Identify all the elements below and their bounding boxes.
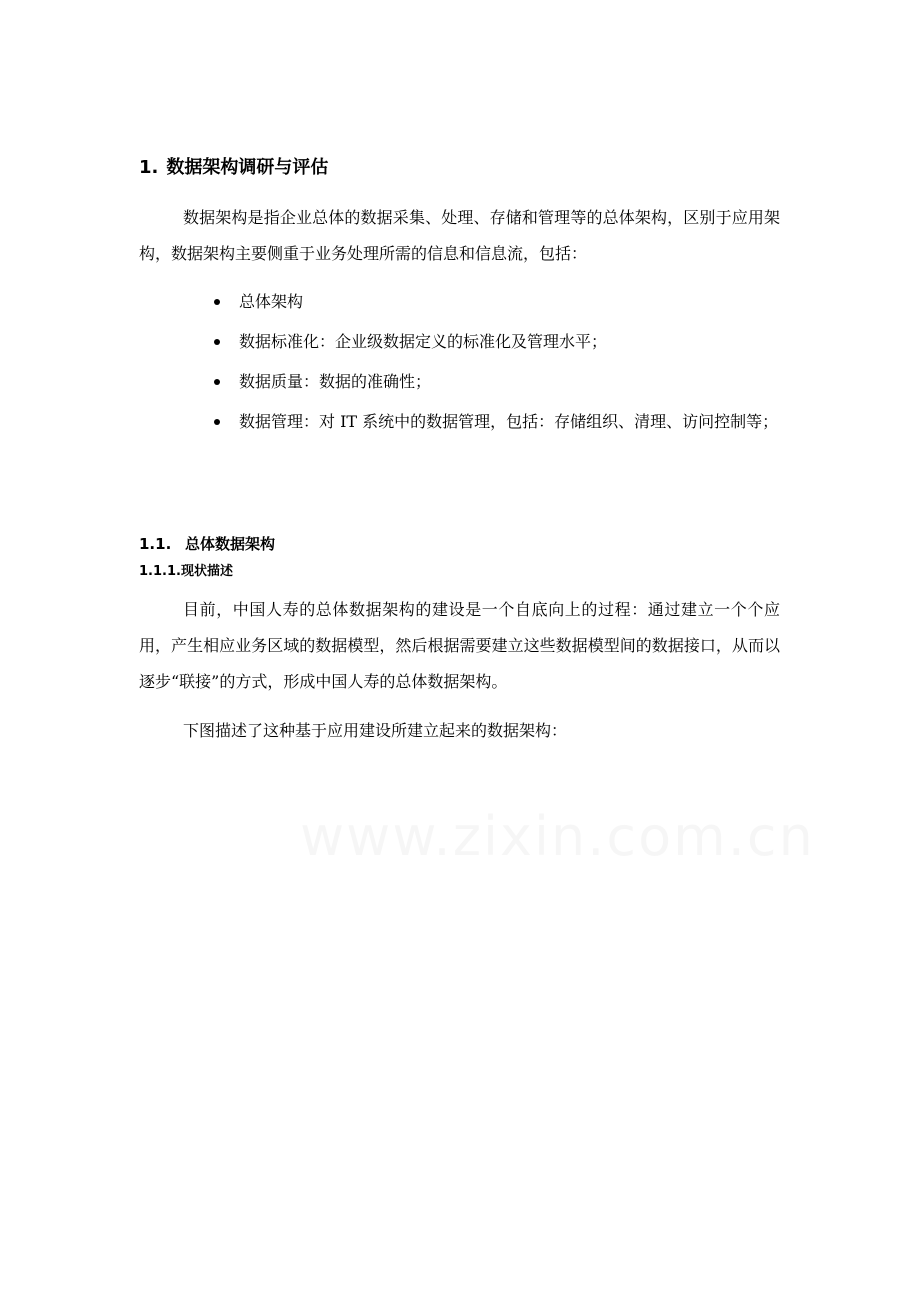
- bullet-icon: [214, 419, 220, 425]
- list-item-text: 数据管理：对 IT 系统中的数据管理，包括：存储组织、清理、访问控制等；: [239, 412, 779, 431]
- subsubsection-number: 1.1.1.: [139, 564, 181, 579]
- section-title: 数据架构调研与评估: [166, 157, 329, 178]
- watermark: [300, 805, 815, 868]
- intro-paragraph: 数据架构是指企业总体的数据采集、处理、存储和管理等的总体架构，区别于应用架构，数据架构主要侧重于业务处理所需的信息和信息流，包括：: [139, 208, 780, 263]
- section-heading-1: [139, 155, 328, 181]
- section-number: 1.: [139, 157, 159, 178]
- section-heading-2: [139, 533, 275, 555]
- subsubsection-title: 现状描述: [180, 564, 233, 579]
- list-item: [139, 282, 780, 322]
- bullet-list: [139, 282, 780, 442]
- figure-intro-paragraph: 下图描述了这种基于应用建设所建立起来的数据架构：: [183, 721, 568, 740]
- bullet-icon: [214, 339, 220, 345]
- list-item-text: 总体架构: [239, 292, 304, 311]
- status-paragraph: 目前，中国人寿的总体数据架构的建设是一个自底向上的过程：通过建立一个个应用，产生相应业务区域的数据模型，然后根据需要建立这些数据模型间的数据接口，从而以逐步“联接”的方式，形成中国人寿的总体数据架构。: [139, 600, 780, 691]
- list-item: [139, 322, 780, 362]
- list-item: [139, 362, 780, 402]
- subsection-number: 1.1.: [139, 535, 172, 553]
- list-item-text: 数据标准化：企业级数据定义的标准化及管理水平；: [239, 332, 608, 351]
- list-item: [139, 402, 780, 442]
- subsection-title: 总体数据架构: [185, 535, 276, 553]
- section-heading-3: [139, 562, 233, 582]
- bullet-icon: [214, 379, 220, 385]
- bullet-icon: [214, 299, 220, 305]
- list-item-text: 数据质量：数据的准确性；: [239, 372, 432, 391]
